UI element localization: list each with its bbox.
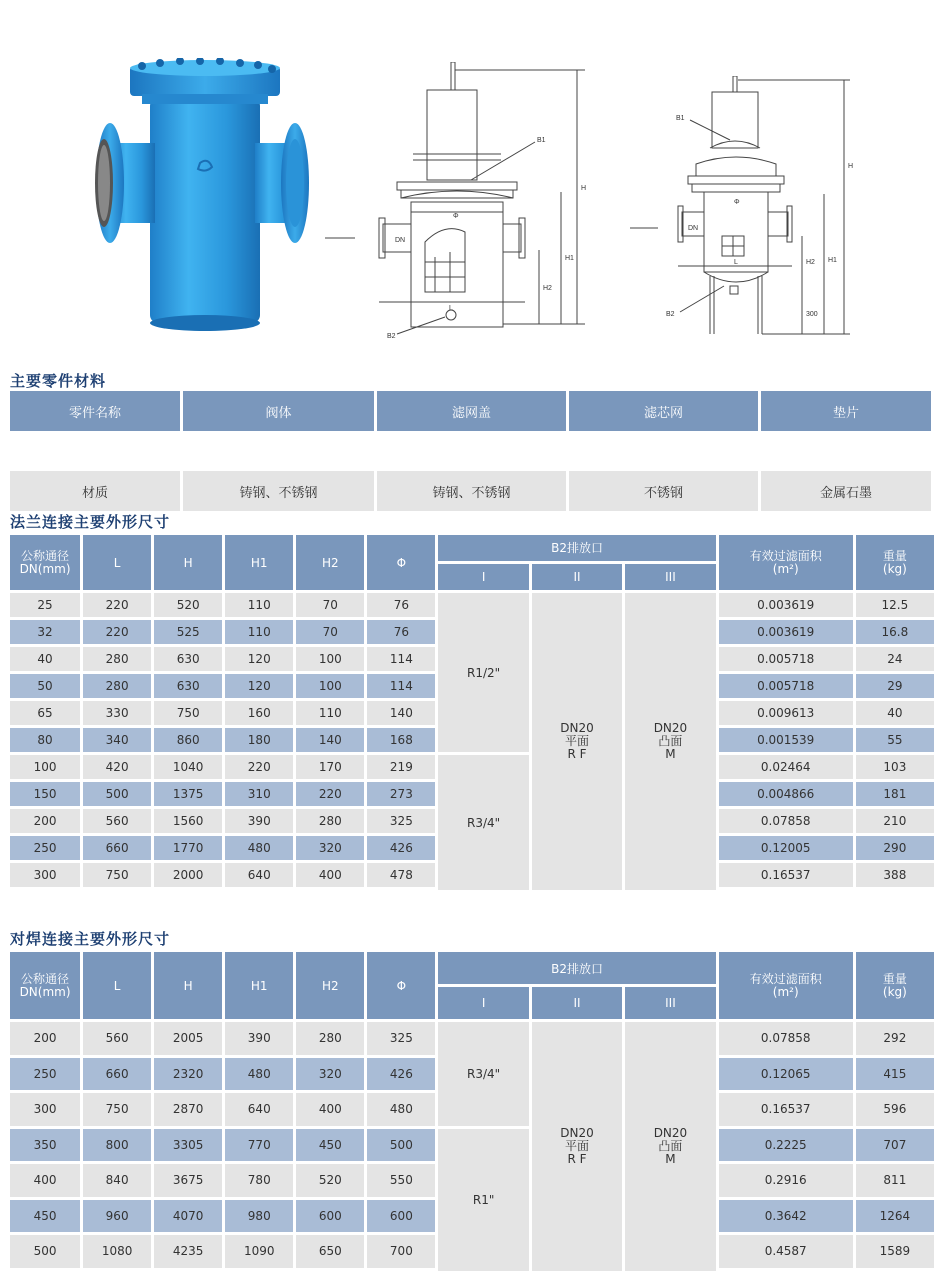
header-b2-i: I	[438, 987, 528, 1019]
cell-h1: 160	[225, 701, 293, 728]
cell-h2: 140	[296, 728, 364, 755]
cell-phi: 550	[367, 1164, 435, 1200]
cell-dn: 400	[10, 1164, 80, 1200]
cell-weight: 181	[856, 782, 934, 809]
label-b2-2: B2	[666, 311, 675, 318]
cell-area: 0.07858	[719, 809, 853, 836]
cell-phi: 114	[367, 647, 435, 674]
cell-l: 220	[83, 593, 151, 620]
cell-h: 4070	[154, 1200, 222, 1236]
header-b2-ii: II	[532, 564, 622, 590]
cell-weight: 103	[856, 755, 934, 782]
cell-l: 840	[83, 1164, 151, 1200]
cell-h: 2320	[154, 1058, 222, 1094]
cell-h2: 320	[296, 836, 364, 863]
cell-h2: 220	[296, 782, 364, 809]
cell-l: 560	[83, 809, 151, 836]
cell-b2-ii	[532, 593, 622, 890]
cell-b2-ii-line: DN20	[560, 1125, 594, 1140]
header-h1: H1	[225, 952, 293, 1019]
flange-table-body	[10, 590, 934, 890]
cell-h: 4235	[154, 1235, 222, 1271]
cell-h2: 400	[296, 863, 364, 890]
header-h: H	[154, 535, 222, 590]
cell-h2: 110	[296, 701, 364, 728]
table-row	[10, 1129, 934, 1165]
cell-weight: 29	[856, 674, 934, 701]
cell-area: 0.07858	[719, 1022, 853, 1058]
cell-phi: 426	[367, 836, 435, 863]
header-dn-line1: 公称通径	[21, 548, 70, 563]
materials-table	[7, 391, 934, 511]
header-b2: B2排放口	[438, 535, 715, 564]
weld-dimensions-table	[7, 952, 937, 1271]
cell-dn: 50	[10, 674, 80, 701]
cell-weight: 415	[856, 1058, 934, 1094]
cell-area: 0.2916	[719, 1164, 853, 1200]
header-b2-iii: III	[625, 564, 715, 590]
cell-h1: 220	[225, 755, 293, 782]
cell-l: 960	[83, 1200, 151, 1236]
materials-cell: 金属石墨	[761, 471, 931, 511]
cell-phi: 478	[367, 863, 435, 890]
cell-dn: 250	[10, 836, 80, 863]
cell-dn: 80	[10, 728, 80, 755]
cell-area: 0.02464	[719, 755, 853, 782]
label-b1-2: B1	[676, 115, 685, 122]
label-h2-2: H2	[806, 259, 815, 266]
label-h1-2: H1	[828, 257, 837, 264]
cell-area: 0.12005	[719, 836, 853, 863]
flange-header-row-1	[10, 535, 934, 564]
cell-phi: 76	[367, 593, 435, 620]
header-b2: B2排放口	[438, 952, 715, 987]
flange-dimensions-table	[7, 535, 937, 890]
cell-weight: 12.5	[856, 593, 934, 620]
cell-area: 0.3642	[719, 1200, 853, 1236]
header-weight	[856, 952, 934, 1019]
cell-dn: 300	[10, 1093, 80, 1129]
label-b1: B1	[537, 137, 546, 144]
cell-phi: 140	[367, 701, 435, 728]
cell-h1: 640	[225, 863, 293, 890]
cell-h1: 180	[225, 728, 293, 755]
cell-h2: 320	[296, 1058, 364, 1094]
cell-h: 1770	[154, 836, 222, 863]
cell-h2: 520	[296, 1164, 364, 1200]
header-weight-line1: 重量	[882, 971, 907, 986]
cell-b2-i-bottom: R1"	[438, 1129, 528, 1271]
cell-phi: 480	[367, 1093, 435, 1129]
label-dn: DN	[395, 237, 406, 244]
cell-area: 0.001539	[719, 728, 853, 755]
cell-h1: 390	[225, 809, 293, 836]
cell-b2-i-top: R1/2"	[438, 593, 528, 755]
cell-h: 2870	[154, 1093, 222, 1129]
cell-dn: 40	[10, 647, 80, 674]
cell-h: 3305	[154, 1129, 222, 1165]
cell-weight: 1589	[856, 1235, 934, 1271]
cell-h1: 390	[225, 1022, 293, 1058]
materials-header-cell: 垫片	[761, 391, 931, 431]
cell-phi: 700	[367, 1235, 435, 1271]
cell-h1: 310	[225, 782, 293, 809]
cell-area: 0.2225	[719, 1129, 853, 1165]
label-h-2: H	[848, 163, 854, 170]
cell-h2: 70	[296, 593, 364, 620]
materials-cell: 铸钢、不锈钢	[183, 471, 374, 511]
header-weight-line1: 重量	[882, 548, 907, 563]
header-b2-iii: III	[625, 987, 715, 1019]
cell-l: 660	[83, 836, 151, 863]
cell-phi: 168	[367, 728, 435, 755]
flange-title: 法兰连接主要外形尺寸	[10, 513, 171, 531]
header-dn-line1: 公称通径	[21, 971, 70, 986]
header-area-line1: 有效过滤面积	[749, 971, 822, 986]
cell-phi: 426	[367, 1058, 435, 1094]
cell-dn: 200	[10, 809, 80, 836]
header-b2-ii: II	[532, 987, 622, 1019]
header-area-line2: (m²)	[772, 984, 799, 999]
cell-b2-iii-line: M	[665, 747, 676, 761]
cell-l: 800	[83, 1129, 151, 1165]
header-l: L	[83, 952, 151, 1019]
cell-phi: 219	[367, 755, 435, 782]
strainer-photo	[90, 58, 320, 333]
cell-dn: 100	[10, 755, 80, 782]
materials-cell: 不锈钢	[569, 471, 758, 511]
cell-h1: 110	[225, 593, 293, 620]
cell-weight: 388	[856, 863, 934, 890]
cell-l: 220	[83, 620, 151, 647]
header-b2-i: I	[438, 564, 528, 590]
cell-l: 420	[83, 755, 151, 782]
cell-b2-i-bottom: R3/4"	[438, 755, 528, 890]
cell-b2-iii-line: DN20	[653, 1125, 688, 1140]
cell-dn: 500	[10, 1235, 80, 1271]
cell-dn: 350	[10, 1129, 80, 1165]
cell-weight: 292	[856, 1022, 934, 1058]
cell-h2: 70	[296, 620, 364, 647]
weld-header-row-1	[10, 952, 934, 987]
cell-l: 750	[83, 1093, 151, 1129]
cell-b2-ii	[532, 1022, 622, 1271]
cell-weight: 707	[856, 1129, 934, 1165]
cell-b2-iii-line: 凸面	[658, 734, 683, 748]
header-dn	[10, 952, 80, 1019]
cell-l: 280	[83, 674, 151, 701]
cell-b2-ii-line: 平面	[565, 1138, 590, 1153]
cell-area: 0.003619	[719, 593, 853, 620]
weld-table-body	[10, 1019, 934, 1271]
label-h: H	[581, 185, 587, 192]
cell-h1: 110	[225, 620, 293, 647]
label-b2: B2	[387, 333, 396, 340]
header-weight	[856, 535, 934, 590]
cell-h2: 650	[296, 1235, 364, 1271]
label-phi-2: Φ	[734, 199, 740, 206]
cell-area: 0.16537	[719, 863, 853, 890]
header-h: H	[154, 952, 222, 1019]
label-phi: Φ	[453, 213, 459, 220]
header-dn	[10, 535, 80, 590]
cell-l: 340	[83, 728, 151, 755]
cell-h: 750	[154, 701, 222, 728]
cell-l: 330	[83, 701, 151, 728]
cell-area: 0.16537	[719, 1093, 853, 1129]
cell-l: 280	[83, 647, 151, 674]
header-area-line2: (m²)	[772, 561, 799, 576]
cell-phi: 500	[367, 1129, 435, 1165]
header-weight-line2: (kg)	[882, 984, 907, 999]
cell-l: 500	[83, 782, 151, 809]
cell-h1: 120	[225, 674, 293, 701]
cell-b2-i-top: R3/4"	[438, 1022, 528, 1129]
materials-cell: 材质	[10, 471, 180, 511]
cell-b2-ii-line: R F	[567, 747, 587, 761]
cell-b2-iii-line: M	[665, 1151, 676, 1166]
label-l-2: L	[734, 259, 738, 266]
cell-phi: 76	[367, 620, 435, 647]
cell-phi: 325	[367, 1022, 435, 1058]
cell-weight: 16.8	[856, 620, 934, 647]
header-phi: Φ	[367, 535, 435, 590]
cell-dn: 32	[10, 620, 80, 647]
table-row	[10, 1022, 934, 1058]
cell-b2-iii	[625, 593, 715, 890]
cell-weight: 596	[856, 1093, 934, 1129]
header-phi: Φ	[367, 952, 435, 1019]
cell-h1: 480	[225, 836, 293, 863]
weld-title: 对焊连接主要外形尺寸	[10, 930, 171, 948]
header-dn-line2: DN(mm)	[19, 984, 71, 999]
cell-h2: 600	[296, 1200, 364, 1236]
cell-b2-ii-line: 平面	[565, 734, 590, 748]
cell-dn: 25	[10, 593, 80, 620]
cell-dn: 65	[10, 701, 80, 728]
cell-h2: 100	[296, 647, 364, 674]
materials-header-cell: 零件名称	[10, 391, 180, 431]
materials-header-row	[10, 391, 931, 431]
label-h2: H2	[543, 285, 552, 292]
cell-h1: 640	[225, 1093, 293, 1129]
cell-h: 2005	[154, 1022, 222, 1058]
cell-h1: 780	[225, 1164, 293, 1200]
cell-h2: 280	[296, 1022, 364, 1058]
cell-h2: 100	[296, 674, 364, 701]
materials-header-cell: 滤芯网	[569, 391, 758, 431]
cell-b2-iii	[625, 1022, 715, 1271]
label-h1: H1	[565, 255, 574, 262]
cell-area: 0.4587	[719, 1235, 853, 1271]
cell-h1: 980	[225, 1200, 293, 1236]
materials-title: 主要零件材料	[10, 372, 107, 390]
cell-l: 660	[83, 1058, 151, 1094]
cell-dn: 300	[10, 863, 80, 890]
flange-dimension-drawing	[325, 62, 615, 347]
header-h1: H1	[225, 535, 293, 590]
table-row	[10, 593, 934, 620]
cell-weight: 55	[856, 728, 934, 755]
materials-header-cell: 滤网盖	[377, 391, 566, 431]
label-300: 300	[806, 311, 818, 318]
materials-body-row	[10, 471, 931, 511]
cell-h: 1040	[154, 755, 222, 782]
cell-area: 0.005718	[719, 647, 853, 674]
cell-h1: 770	[225, 1129, 293, 1165]
header-h2: H2	[296, 952, 364, 1019]
cell-b2-iii-line: DN20	[653, 721, 688, 735]
cell-area: 0.003619	[719, 620, 853, 647]
cell-h: 1560	[154, 809, 222, 836]
cell-weight: 1264	[856, 1200, 934, 1236]
cell-phi: 273	[367, 782, 435, 809]
cell-dn: 250	[10, 1058, 80, 1094]
cell-h: 630	[154, 647, 222, 674]
cell-phi: 114	[367, 674, 435, 701]
cell-h: 2000	[154, 863, 222, 890]
cell-weight: 811	[856, 1164, 934, 1200]
cell-dn: 450	[10, 1200, 80, 1236]
cell-h1: 120	[225, 647, 293, 674]
materials-cell: 铸钢、不锈钢	[377, 471, 566, 511]
cell-area: 0.005718	[719, 674, 853, 701]
header-dn-line2: DN(mm)	[19, 561, 71, 576]
cell-b2-ii-line: R F	[567, 1151, 587, 1166]
cell-weight: 40	[856, 701, 934, 728]
cell-h: 525	[154, 620, 222, 647]
cell-area: 0.009613	[719, 701, 853, 728]
header-area	[719, 952, 853, 1019]
header-h2: H2	[296, 535, 364, 590]
cell-h: 1375	[154, 782, 222, 809]
cell-l: 1080	[83, 1235, 151, 1271]
cell-b2-iii-line: 凸面	[658, 1138, 683, 1153]
cell-area: 0.004866	[719, 782, 853, 809]
cell-h1: 1090	[225, 1235, 293, 1271]
header-l: L	[83, 535, 151, 590]
cell-h2: 450	[296, 1129, 364, 1165]
cell-h2: 170	[296, 755, 364, 782]
materials-header-cell: 阀体	[183, 391, 374, 431]
cell-h: 630	[154, 674, 222, 701]
cell-h: 3675	[154, 1164, 222, 1200]
cell-phi: 325	[367, 809, 435, 836]
cell-b2-ii-line: DN20	[560, 721, 594, 735]
weld-dimension-drawing	[630, 76, 860, 341]
cell-l: 560	[83, 1022, 151, 1058]
cell-phi: 600	[367, 1200, 435, 1236]
cell-weight: 24	[856, 647, 934, 674]
cell-h: 520	[154, 593, 222, 620]
header-area	[719, 535, 853, 590]
cell-dn: 150	[10, 782, 80, 809]
table-row	[10, 755, 934, 782]
product-figures	[0, 0, 941, 355]
cell-h2: 400	[296, 1093, 364, 1129]
cell-l: 750	[83, 863, 151, 890]
label-l: L	[449, 305, 453, 312]
header-weight-line2: (kg)	[882, 561, 907, 576]
cell-h2: 280	[296, 809, 364, 836]
cell-weight: 210	[856, 809, 934, 836]
cell-weight: 290	[856, 836, 934, 863]
label-dn-2: DN	[688, 225, 699, 232]
cell-h: 860	[154, 728, 222, 755]
cell-dn: 200	[10, 1022, 80, 1058]
header-area-line1: 有效过滤面积	[749, 548, 822, 563]
cell-h1: 480	[225, 1058, 293, 1094]
cell-area: 0.12065	[719, 1058, 853, 1094]
